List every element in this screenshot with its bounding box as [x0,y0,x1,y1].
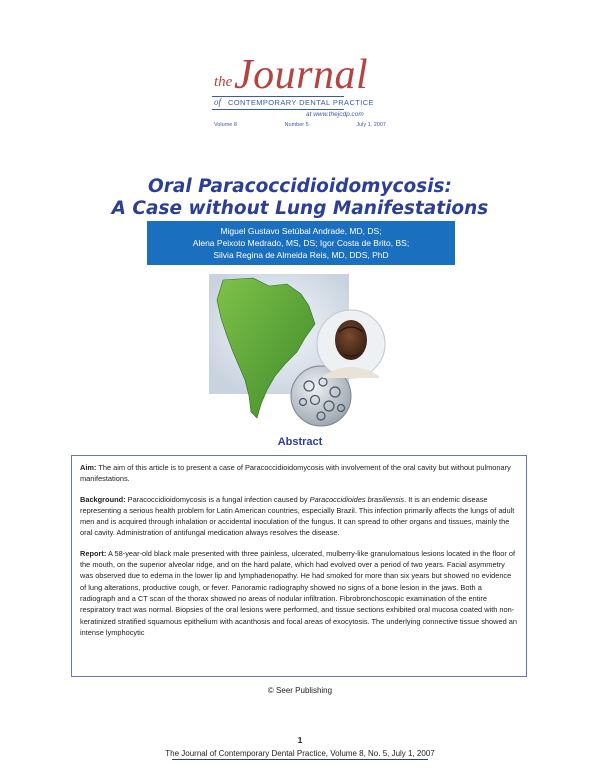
aim-label: Aim: [80,463,97,472]
abstract-box [71,455,527,677]
masthead-issue-info [214,122,386,128]
report-text: A 58-year-old black male presented with three painless, ulcerated, mulberry-like granulomatous lesions located in the floor of the mouth, on the superior alveolar ridge, and on the hard palate, which had evolved over a period of two years. Facial asymmetry was observed due to edema in the lower lip and lymphadenopathy. He had smoked for more than six years but showed no evidence of lung alterations, productive cough, or fever. Panoramic radiography showed no signs of a bone lesion in the jaws. Both a radiograph and a CT scan of the thorax showed no areas of nodular infiltration. Fibrobronchoscopic examination of the entire respiratory tract was normal. Biopsies of the oral lesions were performed, and tissue sections exhibited oral mucosa coated with non-keratinized stratified squamous epithelium with acanthosis and focal areas of exocytosis. The underlying connective tissue showed an intense lymphocytic [80,548,517,637]
report-label: Report: [80,548,107,558]
background-species: Paracoccidioides brasiliensis [309,494,405,504]
author-line-2: Alena Peixoto Medrado, MS, DS; Igor Costa de Brito, BS; [192,238,410,248]
footer-citation: The Journal of Contemporary Dental Practice, Volume 8, No. 5, July 1, 2007 [165,749,435,758]
masthead-number: Number 5 [284,122,309,128]
article-title-line-2: A Case without Lung Manifestations [111,198,489,219]
masthead-volume: Volume 8 [214,122,237,128]
publisher-credit: © Seer Publishing [267,686,333,695]
page-number: 1 [297,735,303,745]
masthead-website: at www.thejcdp.com [306,111,364,118]
aim-text: The aim of this article is to present a case of Paracoccidioidomycosis with involvement of the oral cavity but without pulmonary manifestations. [80,463,511,484]
authors-box [147,221,455,265]
abstract-aim [80,462,518,485]
masthead-journal: Journal [234,52,369,98]
abstract-heading: Abstract [277,436,323,448]
masthead-subtitle: CONTEMPORARY DENTAL PRACTICE [228,98,374,107]
abstract-report [80,548,518,638]
journal-masthead-logo [208,52,393,136]
background-text-pre: Paracoccidioidomycosis is a fungal infection caused by [127,494,308,504]
abstract-background [80,494,518,539]
article-title-line-1: Oral Paracoccidioidomycosis: [148,176,452,197]
background-label: Background: [80,494,126,504]
masthead-the: the [214,74,233,90]
background-text-post: . It is an endemic disease representing a serious health problem for Latin American countries, especially Brazil. This infection primarily affects the lungs of adult men and is acquired through inhalation or accidental inoculation of the fungus. It can spread to other organs and tissues, mainly the oral cavity. Administration of antifungal medication always resolves the disease. [80,494,515,538]
article-illustration [205,272,395,427]
masthead-date: July 1, 2007 [356,122,386,128]
author-portrait [317,310,385,378]
footer-rule [172,759,428,760]
author-line-1: Miguel Gustavo Setúbal Andrade, MD, DS; [220,226,382,236]
author-line-3: Silvia Regina de Almeida Reis, MD, DDS, PhD [213,250,389,260]
masthead-of: of [214,97,222,107]
article-title [0,176,600,220]
